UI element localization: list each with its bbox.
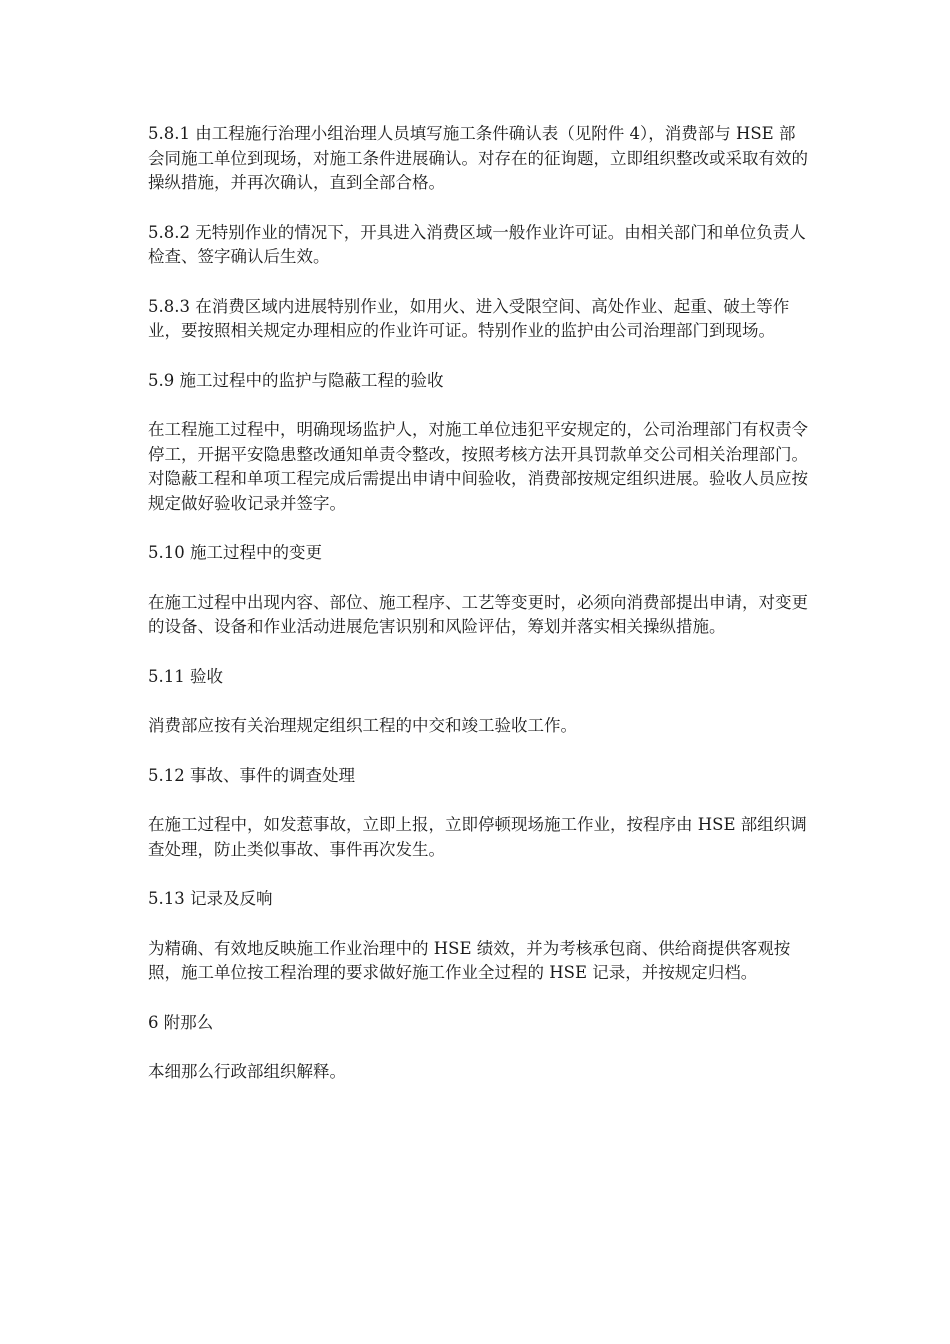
document-body: [148, 122, 808, 1110]
paragraph-5-8-1: 5.8.1 由工程施行治理小组治理人员填写施工条件确认表（见附件 4），消费部与 HSE 部会同施工单位到现场，对施工条件进展确认。对存在的征询题，立即组织整改或采取有效的操纵措施，并再次确认，直到全部合格。: [148, 124, 808, 192]
paragraph-5-9-body: 在工程施工过程中，明确现场监护人，对施工单位违犯平安规定的，公司治理部门有权责令停工，开据平安隐患整改通知单责令整改，按照考核方法开具罚款单交公司相关治理部门。对隐蔽工程和单项工程完成后需提出申请中间验收，消费部按规定组织进展。验收人员应按规定做好验收记录并签字。: [148, 420, 808, 513]
section-heading-5-10: 5.10 施工过程中的变更: [148, 543, 322, 562]
paragraph-5-12-body: 在施工过程中，如发惹事故，立即上报，立即停顿现场施工作业，按程序由 HSE 部组织调查处理，防止类似事故、事件再次发生。: [148, 815, 807, 859]
paragraph-5-11-body: 消费部应按有关治理规定组织工程的中交和竣工验收工作。: [148, 716, 577, 735]
section-heading-5-13: 5.13 记录及反响: [148, 889, 273, 908]
paragraph-5-13-body: 为精确、有效地反映施工作业治理中的 HSE 绩效，并为考核承包商、供给商提供客观按照，施工单位按工程治理的要求做好施工作业全过程的 HSE 记录，并按规定归档。: [148, 938, 791, 982]
paragraph-6-body: 本细那么行政部组织解释。: [148, 1062, 346, 1081]
paragraph-5-8-2: 5.8.2 无特别作业的情况下，开具进入消费区域一般作业许可证。由相关部门和单位负责人检查、签字确认后生效。: [148, 222, 806, 266]
paragraph-5-10-body: 在施工过程中出现内容、部位、施工程序、工艺等变更时，必须向消费部提出申请，对变更的设备、设备和作业活动进展危害识别和风险评估，筹划并落实相关操纵措施。: [148, 592, 808, 636]
section-heading-5-12: 5.12 事故、事件的调查处理: [148, 765, 355, 785]
section-heading-6: 6 附那么: [148, 1012, 214, 1032]
paragraph-5-8-3: 5.8.3 在消费区域内进展特别作业，如用火、进入受限空间、高处作业、起重、破土等作业，要按照相关规定办理相应的作业许可证。特别作业的监护由公司治理部门到现场。: [148, 296, 790, 340]
section-heading-5-11: 5.11 验收: [148, 666, 223, 686]
section-heading-5-9: 5.9 施工过程中的监护与隐蔽工程的验收: [148, 370, 444, 390]
